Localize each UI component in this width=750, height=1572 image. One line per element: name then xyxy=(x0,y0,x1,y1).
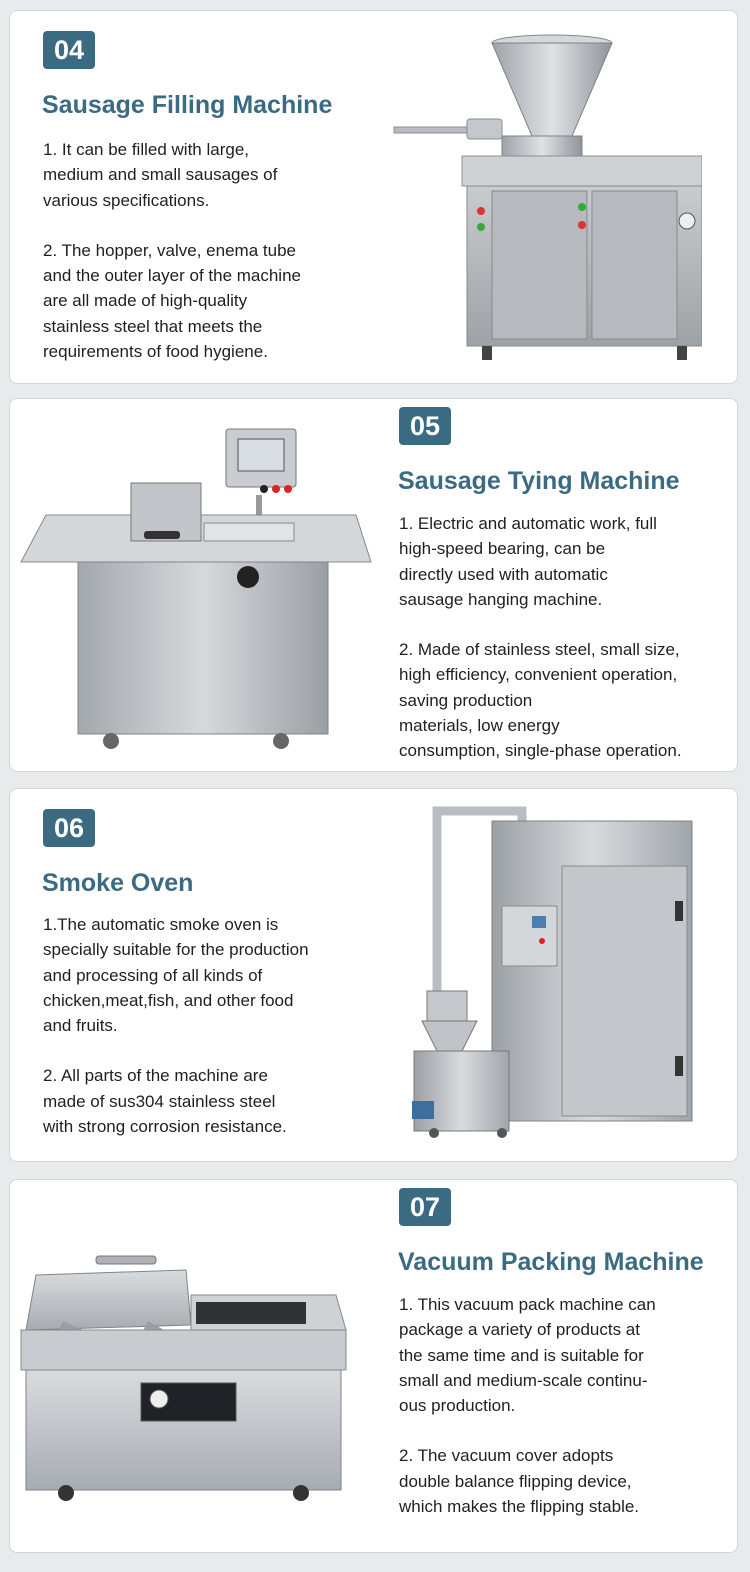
section-title: Smoke Oven xyxy=(42,869,194,897)
section-number-badge: 07 xyxy=(399,1188,451,1226)
section-number-badge: 04 xyxy=(43,31,95,69)
paragraph-2: 2. The vacuum cover adopts double balance flipping device, which makes the flipping stable. xyxy=(399,1446,640,1517)
section-card-04 xyxy=(9,10,738,384)
section-number-badge: 06 xyxy=(43,809,95,847)
section-number-badge: 05 xyxy=(399,407,451,445)
paragraph-1: 1. It can be filled with large, medium and small sausages of various specifications. xyxy=(43,140,278,210)
section-description xyxy=(399,1292,734,1519)
section-title: Sausage Tying Machine xyxy=(398,467,680,495)
section-title: Vacuum Packing Machine xyxy=(398,1248,704,1276)
section-description xyxy=(43,912,383,1139)
paragraph-1: 1.The automatic smoke oven is specially suitable for the production and processing of all kinds of chicken,meat,fish, and other food and fruits. xyxy=(43,915,309,1036)
smoke-oven-photo xyxy=(382,801,702,1141)
section-title: Sausage Filling Machine xyxy=(42,91,333,119)
paragraph-2: 2. All parts of the machine are made of sus304 stainless steel with strong corrosion resistance. xyxy=(43,1066,287,1137)
section-card-05 xyxy=(9,398,738,772)
section-description xyxy=(399,511,734,764)
paragraph-2: 2. Made of stainless steel, small size, high efficiency, convenient operation, saving production materials, low energy consumption, single-phase operation. xyxy=(399,640,682,761)
sausage-filling-machine-photo xyxy=(382,31,702,361)
section-card-07 xyxy=(9,1179,738,1553)
sausage-tying-machine-photo xyxy=(16,427,376,757)
section-card-06 xyxy=(9,788,738,1162)
paragraph-1: 1. Electric and automatic work, full high-speed bearing, can be directly used with automatic sausage hanging machine. xyxy=(399,514,657,609)
paragraph-2: 2. The hopper, valve, enema tube and the outer layer of the machine are all made of high-quality stainless steel that meets the requirements of food hygiene. xyxy=(43,240,301,362)
paragraph-1: 1. This vacuum pack machine can package a variety of products at the same time and is suitable for small and medium-scale continu- ous production. xyxy=(399,1295,656,1416)
section-description xyxy=(43,137,383,364)
vacuum-packing-machine-photo xyxy=(16,1250,356,1510)
